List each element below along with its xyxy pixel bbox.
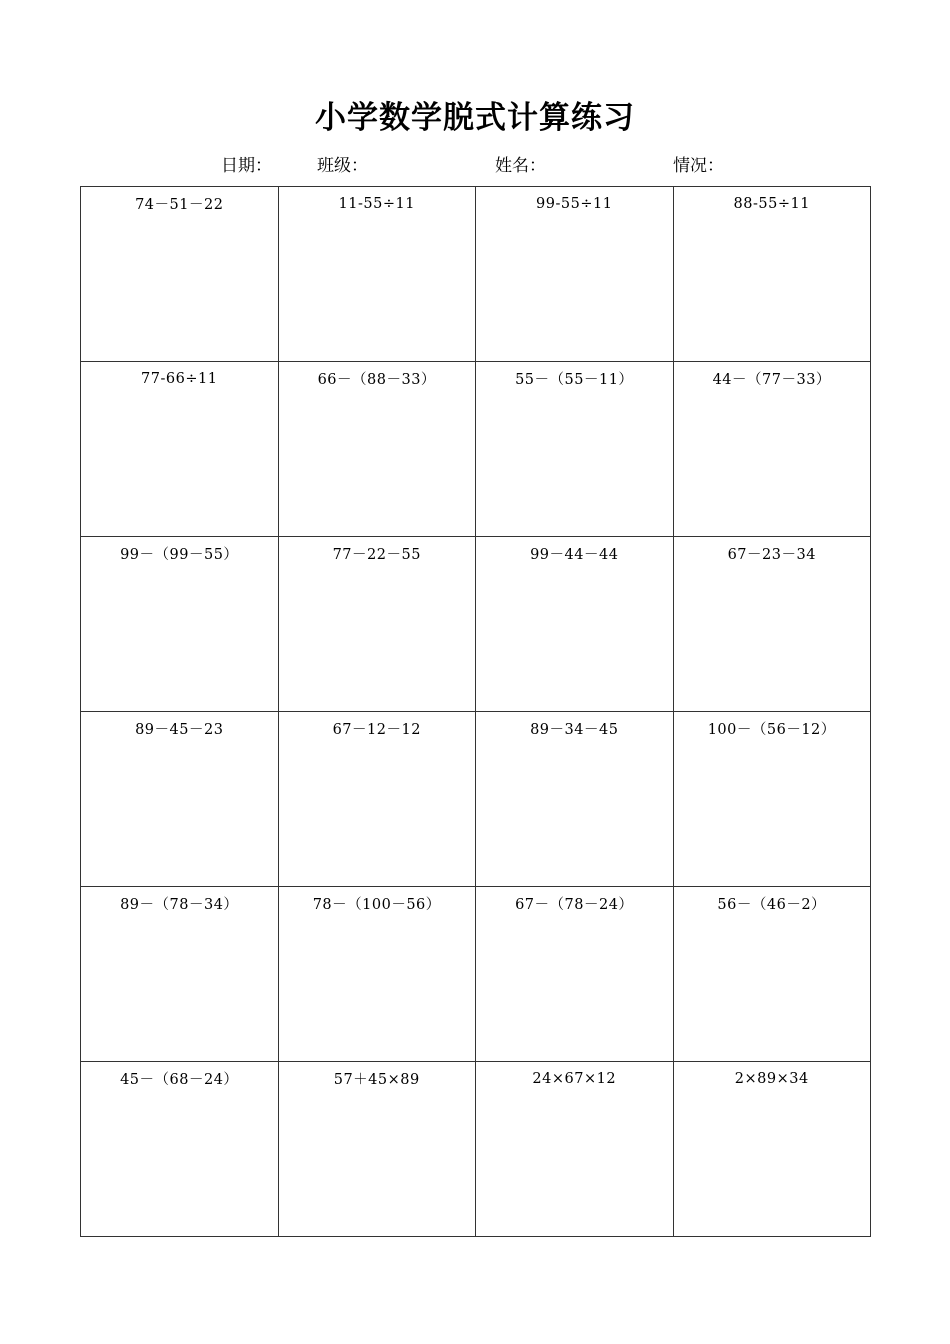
problem-expression: 99－（99－55） [120,547,239,563]
problem-cell[interactable] [476,187,674,362]
problem-grid [80,186,871,1237]
problem-expression: 100－（56－12） [707,722,836,738]
problem-expression: 67－23－34 [727,547,816,563]
problem-cell[interactable] [674,362,872,537]
problem-cell[interactable] [81,1062,279,1237]
problem-expression: 89－45－23 [135,722,224,738]
problem-expression: 45－（68－24） [120,1072,239,1088]
problem-cell[interactable] [279,1062,477,1237]
problem-expression: 99-55÷11 [536,196,613,212]
problem-expression: 88-55÷11 [733,196,810,212]
worksheet-title: 小学数学脱式计算练习 [315,100,635,136]
problem-expression: 67－12－12 [332,722,421,738]
problem-cell[interactable] [81,887,279,1062]
problem-cell[interactable] [674,712,872,887]
problem-cell[interactable] [476,712,674,887]
problem-expression: 56－（46－2） [717,897,827,913]
name-label: 姓名： [495,156,546,176]
problem-cell[interactable] [476,1062,674,1237]
problem-cell[interactable] [674,537,872,712]
problem-expression: 55－（55－11） [515,372,634,388]
problem-expression: 77-66÷11 [141,371,218,387]
problem-cell[interactable] [476,362,674,537]
problem-cell[interactable] [674,1062,872,1237]
problem-cell[interactable] [476,887,674,1062]
problem-expression: 11-55÷11 [338,196,415,212]
problem-cell[interactable] [279,887,477,1062]
problem-cell[interactable] [279,187,477,362]
problem-expression: 66－（88－33） [317,372,436,388]
problem-cell[interactable] [81,187,279,362]
problem-expression: 67－（78－24） [515,897,634,913]
problem-cell[interactable] [674,187,872,362]
problem-cell[interactable] [279,537,477,712]
problem-expression: 74－51－22 [135,197,224,213]
problem-cell[interactable] [81,362,279,537]
problem-expression: 89－（78－34） [120,897,239,913]
problem-cell[interactable] [674,887,872,1062]
problem-cell[interactable] [476,537,674,712]
problem-expression: 99－44－44 [530,547,619,563]
date-label: 日期： [221,156,272,176]
problem-expression: 89－34－45 [530,722,619,738]
problem-expression: 44－（77－33） [712,372,831,388]
problem-expression: 57＋45×89 [333,1072,420,1088]
class-label: 班级： [317,156,368,176]
problem-cell[interactable] [81,712,279,887]
problem-cell[interactable] [279,362,477,537]
problem-cell[interactable] [279,712,477,887]
problem-expression: 77－22－55 [332,547,421,563]
problem-expression: 78－（100－56） [312,897,441,913]
problem-cell[interactable] [81,537,279,712]
status-label: 情况： [673,156,724,176]
problem-expression: 24×67×12 [532,1071,617,1087]
problem-expression: 2×89×34 [734,1071,809,1087]
